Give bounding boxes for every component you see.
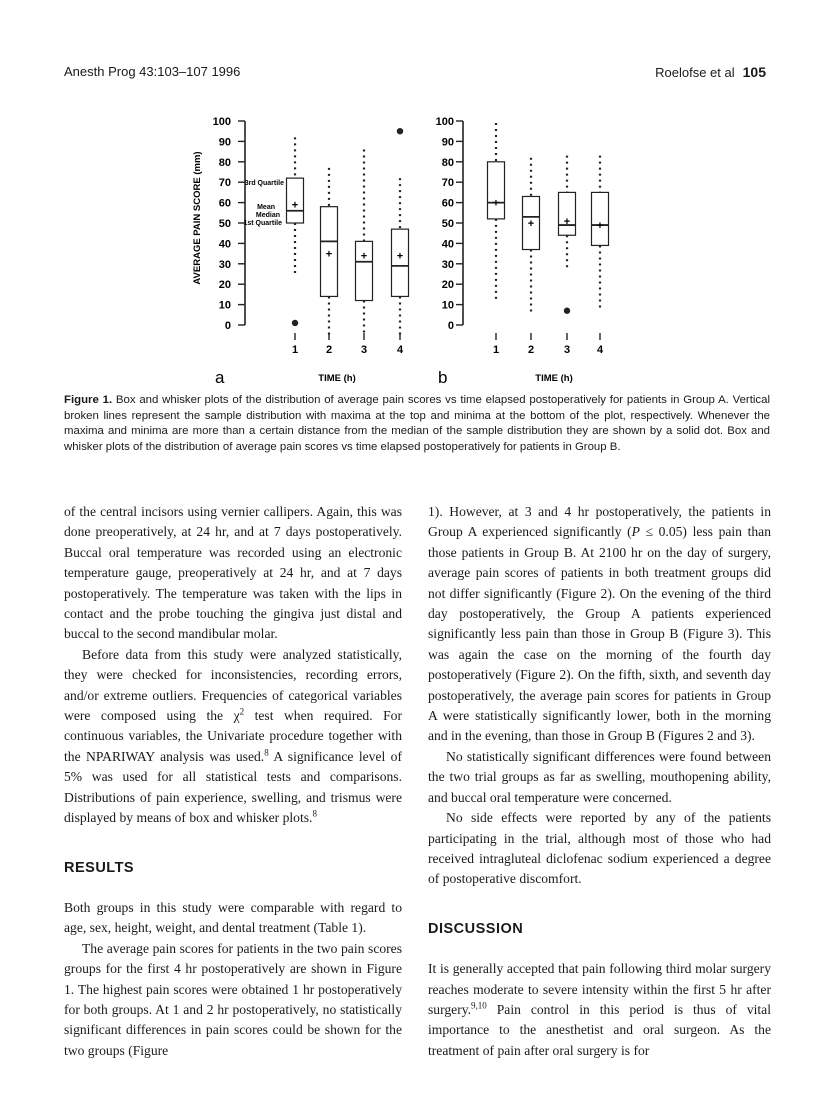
x-tick-label: 1 bbox=[492, 344, 500, 356]
page-number: 105 bbox=[742, 64, 766, 80]
left-column bbox=[64, 502, 402, 1061]
text-run: A significance level of 5% was used for all statistical tests and comparisons. Distributions of pain experience, swelling, and trismus were displayed by means of box and whisker plots. bbox=[64, 748, 402, 826]
y-tick-label: 10 bbox=[441, 299, 454, 312]
y-tick-label: 100 bbox=[435, 116, 454, 128]
y-tick-label: 40 bbox=[218, 238, 231, 251]
y-tick-label: 80 bbox=[218, 156, 231, 169]
running-header-journal: Anesth Prog 43:103–107 1996 bbox=[64, 64, 241, 79]
y-tick-label: 80 bbox=[441, 156, 454, 169]
panel-a bbox=[213, 116, 409, 356]
y-tick-label: 90 bbox=[218, 136, 231, 149]
y-tick-label: 50 bbox=[441, 218, 454, 230]
mean-marker: + bbox=[596, 220, 604, 233]
y-tick-label: 20 bbox=[218, 279, 231, 292]
box bbox=[559, 192, 576, 235]
panel-label-b: b bbox=[438, 368, 448, 387]
outlier-dot bbox=[564, 308, 570, 314]
outlier-dot bbox=[292, 320, 298, 326]
text-run: Before data from this study were analyzed statistically, they were checked for inconsistencies, recording errors, and/or extreme outliers. Frequencies of categorical variables were composed using the χ bbox=[64, 646, 402, 724]
paragraph bbox=[428, 502, 771, 747]
superscript: 2 bbox=[239, 706, 245, 717]
paragraph bbox=[64, 645, 402, 829]
x-tick-label: 3 bbox=[563, 344, 571, 356]
legend-median: Median bbox=[255, 212, 280, 219]
mean-marker: + bbox=[360, 250, 368, 263]
paragraph: of the central incisors using vernier callipers. Again, this was done preoperatively, at 24 hr, and at 7 days postoperatively. Buccal oral temperature was recorded using an electronic temperature gauge, preoperatively at 24 hr, and at 7 days postoperatively. The temperature was taken with the lips in contact and the probe touching the gingiva just distal and buccal to the second mandibular molar. bbox=[64, 504, 402, 642]
y-tick-label: 70 bbox=[441, 177, 454, 190]
x-tick-label: 4 bbox=[396, 344, 404, 356]
y-tick-label: 60 bbox=[218, 197, 231, 210]
text-run: 1). However, at 3 and 4 hr postoperatively, the patients in Group A experienced significantly ( bbox=[428, 504, 771, 540]
y-tick-label: 0 bbox=[224, 320, 231, 332]
y-tick-label: 60 bbox=[441, 197, 454, 210]
text-run: It is generally accepted that pain following third molar surgery reaches moderate to severe intensity within the first 5 hr after surgery. bbox=[428, 961, 771, 1017]
y-tick-label: 100 bbox=[212, 116, 231, 128]
y-tick-label: 10 bbox=[218, 299, 231, 312]
legend-q1: 1st Quartile bbox=[243, 220, 282, 227]
text-run: ≤ 0.05) less pain than those patients in Group B. At 2100 hr on the day of surgery, average pain scores of patients in both treatment groups did not differ significantly (Figure 2). On the evening of the third day postoperatively, the Group A patients experienced significantly less pain than those in Group B (Figure 3). This was again the case on the morning of the fourth day postoperatively (Figure 2). On the fifth, sixth, and seventh day postoperatively, the average pain scores for patients in Group A were statistically significantly lower, both in the morning and in the evening, than those in Group B (Figures 2 and 3). bbox=[428, 524, 771, 744]
y-tick-label: 70 bbox=[218, 177, 231, 190]
y-tick-label: 20 bbox=[441, 279, 454, 292]
box bbox=[592, 192, 609, 245]
mean-marker: + bbox=[527, 218, 535, 230]
paragraph bbox=[428, 959, 771, 1061]
paragraph: The average pain scores for patients in the two pain scores groups for the first 4 hr postoperatively are shown in Figure 1. The highest pain scores were obtained 1 hr postoperatively for both groups. At 1 and 2 hr postoperatively, no statistically significant differences in pain scores could be shown for the two groups (Figure bbox=[64, 940, 402, 1058]
paragraph: No statistically significant differences were found between the two trial groups as far as swelling, mouthopening ability, and buccal oral temperature were concerned. bbox=[428, 748, 771, 805]
legend-mean: Mean bbox=[257, 204, 275, 211]
y-tick-label: 90 bbox=[441, 136, 454, 149]
legend bbox=[243, 180, 284, 227]
paragraph: No side effects were reported by any of the patients participating in the trial, although most of those who had received intragluteal diclofenac sodium experienced a degree of postoperative discomfort. bbox=[428, 810, 771, 887]
mean-marker: + bbox=[563, 215, 571, 228]
section-heading-discussion: DISCUSSION bbox=[428, 920, 524, 937]
x-tick-label: 4 bbox=[596, 344, 604, 356]
italic-p: P bbox=[631, 524, 640, 540]
figure-1 bbox=[0, 0, 816, 392]
caption-text: Box and whisker plots of the distribution of average pain scores vs time elapsed postoperatively for patients in Group A. Vertical broken lines represent the sample distribution with maxima at the top and minima at the bottom of the plot, respectively. Whenever the maxima and minima are more than a certain distance from the median of the sample distribution they are shown by a solid dot. Box and whisker plots of the distribution of average pain scores vs time elapsed postoperatively for patients in Group B. bbox=[64, 394, 770, 453]
text-run: test when required. For continuous variables, the Univariate procedure together with the NPARIWAY analysis was used. bbox=[64, 708, 402, 764]
box bbox=[488, 162, 505, 219]
x-axis-label-b: TIME (h) bbox=[535, 373, 573, 384]
right-column bbox=[428, 502, 771, 1061]
reference-superscript: 8 bbox=[264, 747, 269, 758]
mean-marker: + bbox=[291, 199, 299, 212]
y-tick-label: 30 bbox=[218, 258, 231, 271]
x-tick-label: 2 bbox=[527, 344, 535, 356]
y-tick-label: 50 bbox=[218, 218, 231, 230]
running-header-authors: Roelofse et al bbox=[655, 65, 735, 80]
reference-superscript: 9,10 bbox=[471, 1000, 487, 1011]
x-tick-label: 2 bbox=[325, 344, 333, 356]
section-heading-results: RESULTS bbox=[64, 859, 135, 876]
x-tick-label: 3 bbox=[360, 344, 368, 356]
panel-b bbox=[436, 116, 609, 356]
y-tick-label: 40 bbox=[441, 238, 454, 251]
x-axis-label-a: TIME (h) bbox=[318, 373, 356, 384]
y-tick-label: 30 bbox=[441, 258, 454, 271]
outlier-dot bbox=[397, 128, 403, 134]
legend-q3: 3rd Quartile bbox=[244, 180, 284, 187]
box bbox=[392, 229, 409, 296]
mean-marker: + bbox=[325, 248, 333, 261]
y-axis-label: AVERAGE PAIN SCORE (mm) bbox=[192, 151, 203, 285]
panel-label-a: a bbox=[215, 368, 225, 387]
text-run: Pain control in this period is thus of vital importance to the anesthetist and oral surgeon. As the treatment of pain after oral surgery is for bbox=[428, 1001, 771, 1058]
figure-caption bbox=[64, 393, 770, 455]
reference-superscript: 8 bbox=[312, 808, 317, 819]
mean-marker: + bbox=[396, 250, 404, 263]
x-tick-label: 1 bbox=[291, 344, 299, 356]
mean-marker: + bbox=[492, 197, 500, 210]
y-tick-label: 0 bbox=[447, 320, 454, 332]
paragraph: Both groups in this study were comparable with regard to age, sex, height, weight, and dental treatment (Table 1). bbox=[64, 899, 402, 936]
caption-label: Figure 1. bbox=[64, 394, 113, 406]
